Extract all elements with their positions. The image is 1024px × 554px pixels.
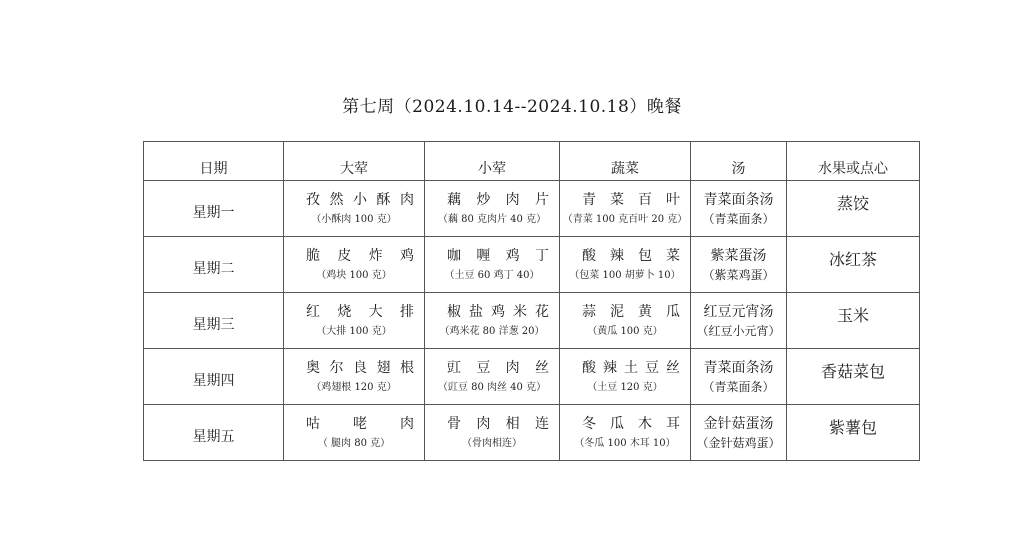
dish-detail: （青菜 100 克百叶 20 克）	[562, 213, 688, 225]
big-meat-cell	[284, 293, 425, 349]
dish-name: 豇豆肉丝	[447, 359, 549, 376]
soup-detail: （红豆小元宵）	[696, 323, 781, 338]
day-label: 星期二	[192, 260, 235, 277]
header-big-meat: 大荤	[284, 142, 425, 181]
fruit-name: 蒸饺	[836, 194, 869, 213]
fruit-cell	[787, 349, 920, 405]
dish-name: 冬瓜木耳	[582, 415, 680, 432]
soup-cell	[691, 349, 787, 405]
soup-cell	[691, 181, 787, 237]
big-meat-cell	[284, 181, 425, 237]
dish-detail: （冬瓜 100 木耳 10）	[574, 437, 676, 449]
day-cell	[144, 405, 284, 461]
dish-name: 蒜泥黄瓜	[582, 303, 680, 320]
table-row	[144, 293, 920, 349]
soup-detail: （金针菇鸡蛋）	[696, 435, 781, 450]
dish-name: 脆皮炸鸡	[306, 247, 414, 264]
dish-detail: （土豆 60 鸡丁 40）	[444, 269, 540, 281]
fruit-cell	[787, 293, 920, 349]
fruit-name: 冰红茶	[828, 250, 877, 269]
soup-detail: （青菜面条）	[702, 211, 775, 226]
dish-name: 青菜百叶	[582, 191, 680, 208]
dish-name: 酸辣包菜	[582, 247, 680, 264]
dish-detail: （豇豆 80 肉丝 40 克）	[437, 381, 547, 393]
soup-cell	[691, 405, 787, 461]
dish-name: 酸辣土豆丝	[582, 359, 680, 376]
soup-name: 青菜面条汤	[703, 359, 774, 376]
dish-name: 咖喱鸡丁	[447, 247, 549, 264]
small-meat-cell	[425, 237, 560, 293]
day-label: 星期三	[192, 316, 235, 333]
day-cell	[144, 181, 284, 237]
small-meat-cell	[425, 293, 560, 349]
soup-cell	[691, 237, 787, 293]
dish-name: 咕咾肉	[306, 415, 414, 432]
soup-name: 紫菜蛋汤	[710, 247, 767, 264]
header-soup: 汤	[691, 142, 787, 181]
dish-name: 藕炒肉片	[447, 191, 549, 208]
header-small-meat: 小荤	[425, 142, 560, 181]
small-meat-cell	[425, 349, 560, 405]
dish-name: 奥尔良翅根	[306, 359, 414, 376]
table-row	[144, 405, 920, 461]
dish-detail: （鸡块 100 克）	[316, 269, 392, 281]
fruit-name: 紫薯包	[828, 418, 877, 437]
day-cell	[144, 293, 284, 349]
dish-name: 红烧大排	[306, 303, 414, 320]
table-row	[144, 349, 920, 405]
dish-detail: （土豆 120 克）	[587, 381, 663, 393]
dish-detail: （骨肉相连）	[462, 437, 522, 449]
big-meat-cell	[284, 237, 425, 293]
fruit-name: 香菇菜包	[820, 362, 885, 381]
dish-detail: （大排 100 克）	[316, 325, 392, 337]
day-cell	[144, 349, 284, 405]
soup-name: 红豆元宵汤	[703, 303, 774, 320]
day-label: 星期五	[192, 428, 235, 445]
soup-cell	[691, 293, 787, 349]
dish-detail: （鸡米花 80 洋葱 20）	[439, 325, 545, 337]
header-date: 日期	[144, 142, 284, 181]
soup-name: 青菜面条汤	[703, 191, 774, 208]
dish-detail: （黄瓜 100 克）	[587, 325, 663, 337]
fruit-name: 玉米	[836, 306, 869, 325]
table-row	[144, 181, 920, 237]
big-meat-cell	[284, 405, 425, 461]
dish-detail: （包菜 100 胡萝卜 10）	[569, 269, 681, 281]
small-meat-cell	[425, 181, 560, 237]
header-row	[144, 142, 920, 181]
day-cell	[144, 237, 284, 293]
dish-name: 孜然小酥肉	[306, 191, 414, 208]
dish-name: 骨肉相连	[447, 415, 549, 432]
vegetable-cell	[560, 405, 691, 461]
day-label: 星期四	[192, 372, 235, 389]
table-row	[144, 237, 920, 293]
soup-detail: （青菜面条）	[702, 379, 775, 394]
day-label: 星期一	[192, 204, 235, 221]
small-meat-cell	[425, 405, 560, 461]
fruit-cell	[787, 237, 920, 293]
vegetable-cell	[560, 293, 691, 349]
dish-detail: （小酥肉 100 克）	[311, 213, 397, 225]
page-title: 第七周（2024.10.14--2024.10.18）晚餐	[342, 97, 682, 117]
soup-name: 金针菇蛋汤	[703, 415, 774, 432]
soup-detail: （紫菜鸡蛋）	[702, 267, 775, 282]
dish-detail: （ 腿肉 80 克）	[317, 437, 391, 449]
big-meat-cell	[284, 349, 425, 405]
fruit-cell	[787, 405, 920, 461]
vegetable-cell	[560, 349, 691, 405]
dish-detail: （鸡翅根 120 克）	[311, 381, 397, 393]
vegetable-cell	[560, 181, 691, 237]
vegetable-cell	[560, 237, 691, 293]
header-fruit: 水果或点心	[787, 142, 920, 181]
dish-name: 椒盐鸡米花	[447, 303, 549, 320]
header-vegetable: 蔬菜	[560, 142, 691, 181]
dish-detail: （藕 80 克肉片 40 克）	[437, 213, 547, 225]
fruit-cell	[787, 181, 920, 237]
menu-table	[143, 141, 920, 461]
